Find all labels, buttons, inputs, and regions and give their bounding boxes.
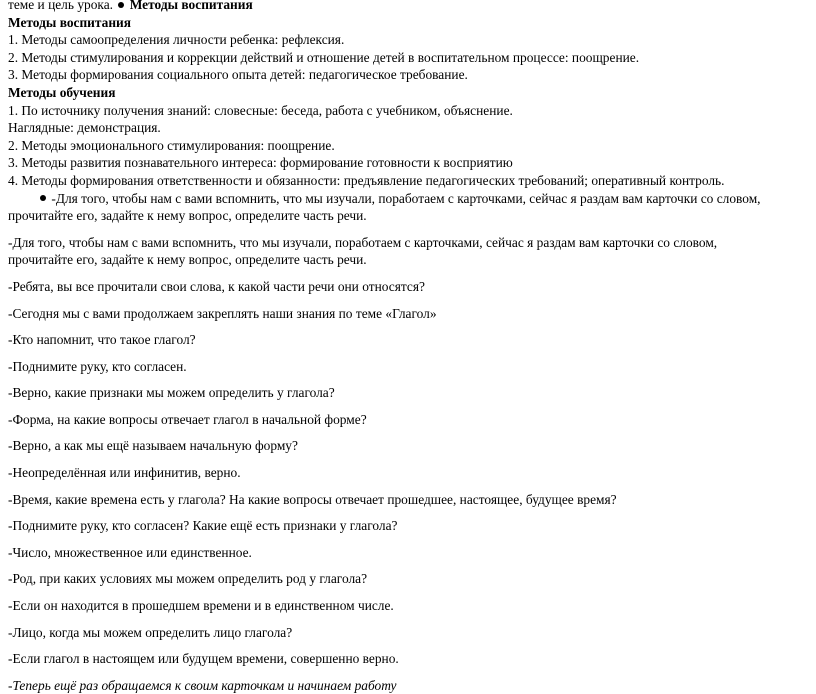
dialogue-line: -Кто напомнит, что такое глагол?	[8, 332, 196, 348]
dialogue-line: -Лицо, когда мы можем определить лицо глагола?	[8, 624, 293, 640]
bullet-icon	[40, 195, 46, 201]
teaching-item: 1. По источнику получения знаний: словесные: беседа, работа с учебником, объяснение.	[8, 102, 513, 118]
dialogue-line: -Род, при каких условиях мы можем определить род у глагола?	[8, 571, 368, 587]
dialogue-line: -Форма, на какие вопросы отвечает глагол в начальной форме?	[8, 411, 367, 427]
repeat-paragraph-line1: -Для того, чтобы нам с вами вспомнить, что мы изучали, поработаем с карточками, сейчас я раздам вам карточки со словом,	[8, 234, 718, 250]
top-line-text: теме и цель урока.	[8, 0, 113, 12]
repeat-paragraph-line2: прочитайте его, задайте к нему вопрос, определите часть речи.	[8, 252, 367, 268]
dialogue-line: -Верно, а как мы ещё называем начальную форму?	[8, 438, 298, 454]
bullet-paragraph-line2: прочитайте его, задайте к нему вопрос, определите часть речи.	[8, 208, 367, 224]
teaching-item: 2. Методы эмоционального стимулирования: поощрение.	[8, 137, 335, 153]
dialogue-line: -Ребята, вы все прочитали свои слова, к какой части речи они относятся?	[8, 278, 425, 294]
dialogue-line: -Поднимите руку, кто согласен.	[8, 358, 187, 374]
dialogue-line: -Поднимите руку, кто согласен? Какие ещё есть признаки у глагола?	[8, 518, 398, 534]
teaching-heading: Методы обучения	[8, 84, 116, 100]
dialogue-line: -Если глагол в настоящем или будущем времени, совершенно верно.	[8, 651, 399, 667]
last-line: -Теперь ещё раз обращаемся к своим карточкам и начинаем работу	[8, 677, 397, 693]
bullet-icon	[118, 2, 124, 8]
dialogue-line: -Верно, какие признаки мы можем определить у глагола?	[8, 385, 335, 401]
upbringing-item: 1. Методы самоопределения личности ребенка: рефлексия.	[8, 32, 345, 48]
dialogue-line: -Сегодня мы с вами продолжаем закреплять наши знания по теме «Глагол»	[8, 305, 437, 321]
dialogue-line: -Если он находится в прошедшем времени и в единственном числе.	[8, 598, 394, 614]
teaching-item: Наглядные: демонстрация.	[8, 120, 161, 136]
top-line	[8, 0, 808, 14]
teaching-item: 3. Методы развития познавательного интереса: формирование готовности к восприятию	[8, 155, 513, 171]
dialogue-line: -Неопределённая или инфинитив, верно.	[8, 465, 241, 481]
top-line-heading: Методы воспитания	[129, 0, 253, 12]
upbringing-item: 3. Методы формирования социального опыта детей: педагогическое требование.	[8, 67, 468, 83]
document-body	[8, 0, 808, 694]
dialogue-line: -Время, какие времена есть у глагола? На какие вопросы отвечает прошедшее, настоящее, будущее время?	[8, 491, 617, 507]
dialogue-line: -Число, множественное или единственное.	[8, 544, 252, 560]
teaching-item: 4. Методы формирования ответственности и обязанности: предъявление педагогических требований; оперативный контроль.	[8, 172, 725, 188]
bullet-paragraph-line1: -Для того, чтобы нам с вами вспомнить, что мы изучали, поработаем с карточками, сейчас я раздам вам карточки со словом,	[51, 190, 761, 206]
upbringing-item: 2. Методы стимулирования и коррекции действий и отношение детей в воспитательном процессе: поощрение.	[8, 49, 640, 65]
bullet-paragraph	[8, 190, 808, 208]
dialogue-list	[8, 278, 808, 668]
upbringing-heading: Методы воспитания	[8, 14, 132, 30]
